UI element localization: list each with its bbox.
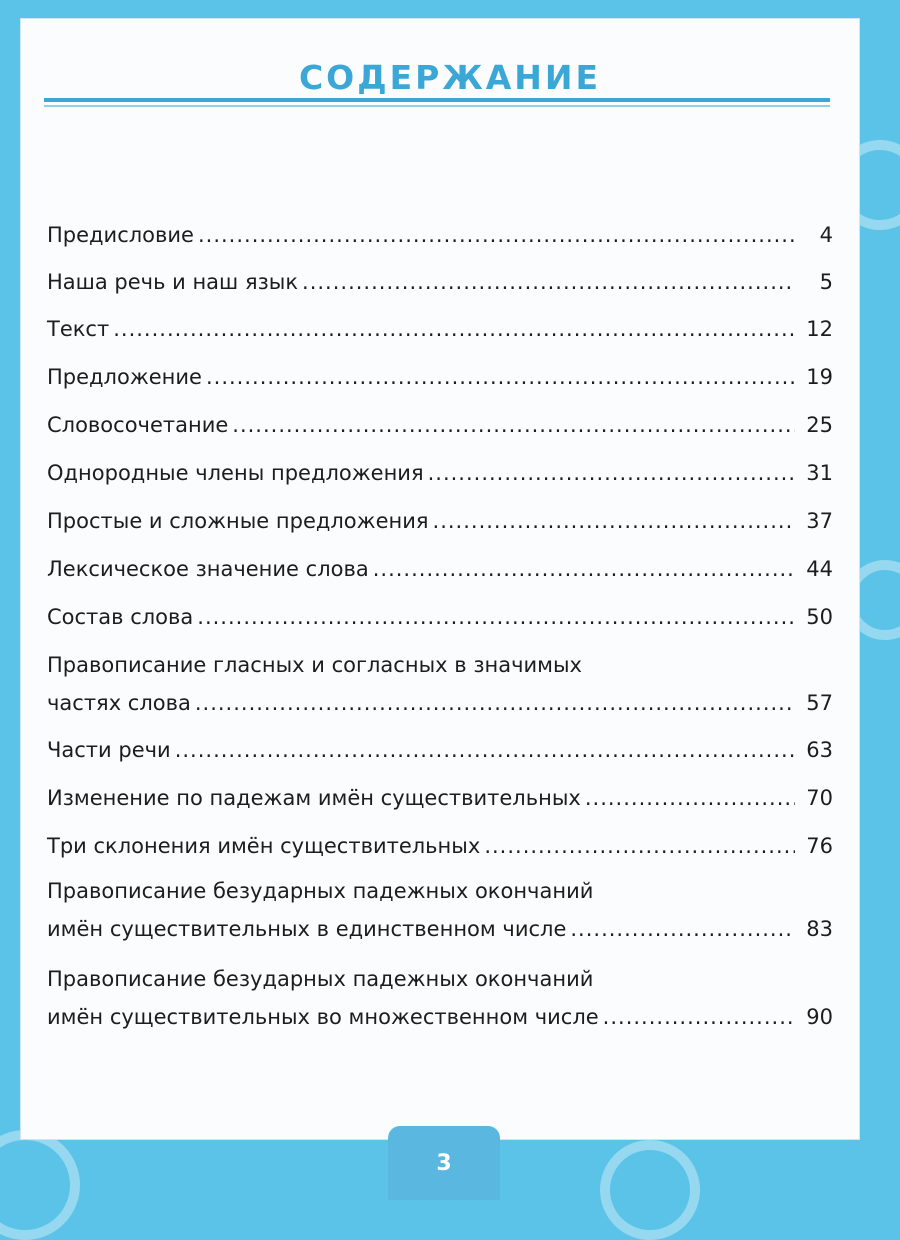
toc-entry-title-line1: Правописание гласных и согласных в значимых bbox=[47, 653, 582, 677]
toc-leader-dots bbox=[570, 914, 795, 945]
title-underline bbox=[44, 98, 830, 102]
toc-entry-page: 4 bbox=[819, 223, 833, 247]
title-underline-thin bbox=[44, 105, 830, 107]
page-number: 3 bbox=[436, 1150, 452, 1176]
toc-entry[interactable] bbox=[47, 554, 833, 585]
toc-entry-title: Словосочетание bbox=[47, 413, 229, 437]
toc-leader-dots bbox=[232, 410, 795, 441]
toc-leader-dots bbox=[197, 602, 795, 633]
toc-entry[interactable] bbox=[47, 650, 833, 719]
toc-entry-title: Наша речь и наш язык bbox=[47, 270, 299, 294]
toc-entry[interactable] bbox=[47, 506, 833, 537]
toc-entry-page: 25 bbox=[806, 413, 833, 437]
toc-entry-title: Простые и сложные предложения bbox=[47, 509, 429, 533]
toc-entry-page: 44 bbox=[806, 557, 833, 581]
toc-entry[interactable] bbox=[47, 458, 833, 489]
toc-leader-dots bbox=[603, 1002, 795, 1033]
toc-entry-page: 5 bbox=[819, 270, 833, 294]
toc-leader-dots bbox=[428, 458, 795, 489]
toc-entry-title: Лексическое значение слова bbox=[47, 557, 369, 581]
toc-entry-page: 90 bbox=[806, 1005, 833, 1029]
toc-leader-dots bbox=[484, 831, 795, 862]
toc-leader-dots bbox=[433, 506, 795, 537]
toc-entry-page: 31 bbox=[806, 461, 833, 485]
page-number-tab bbox=[388, 1126, 500, 1200]
toc-leader-dots bbox=[175, 735, 795, 766]
toc-entry-title: Три склонения имён существительных bbox=[47, 834, 481, 858]
toc-entry-page: 37 bbox=[806, 509, 833, 533]
toc-leader-dots bbox=[113, 314, 795, 345]
toc-entry-title: Предложение bbox=[47, 365, 202, 389]
toc-entry-title: Предисловие bbox=[47, 223, 194, 247]
toc-entry-page: 19 bbox=[806, 365, 833, 389]
toc-entry[interactable] bbox=[47, 964, 833, 1033]
toc-entry-title: Однородные члены предложения bbox=[47, 461, 424, 485]
toc-entry-page: 83 bbox=[806, 917, 833, 941]
toc-entry[interactable] bbox=[47, 831, 833, 862]
toc-entry[interactable] bbox=[47, 876, 833, 945]
toc-entry[interactable] bbox=[47, 410, 833, 441]
toc-entry-page: 63 bbox=[806, 738, 833, 762]
toc-entry-title-line1: Правописание безударных падежных окончаний bbox=[47, 879, 594, 903]
toc-entry[interactable] bbox=[47, 602, 833, 633]
toc-leader-dots bbox=[198, 220, 795, 251]
toc-entry-title: имён существительных в единственном числе bbox=[47, 917, 567, 941]
toc-entry-title: частях слова bbox=[47, 691, 191, 715]
table-of-contents bbox=[47, 216, 833, 1033]
toc-entry[interactable] bbox=[47, 783, 833, 814]
toc-entry[interactable] bbox=[47, 267, 833, 298]
toc-entry-title: Части речи bbox=[47, 738, 171, 762]
background-ring bbox=[600, 1140, 700, 1240]
toc-entry[interactable] bbox=[47, 735, 833, 766]
toc-entry-title: Состав слова bbox=[47, 605, 194, 629]
background-ring bbox=[0, 1130, 80, 1240]
page-title: СОДЕРЖАНИЕ bbox=[298, 58, 602, 97]
toc-entry-title: Изменение по падежам имён существительных bbox=[47, 786, 581, 810]
toc-entry-page: 76 bbox=[806, 834, 833, 858]
toc-entry-page: 12 bbox=[806, 317, 833, 341]
toc-leader-dots bbox=[302, 267, 795, 298]
toc-entry-page: 50 bbox=[806, 605, 833, 629]
toc-entry-title: Текст bbox=[47, 317, 110, 341]
toc-entry[interactable] bbox=[47, 362, 833, 393]
toc-entry-page: 70 bbox=[806, 786, 833, 810]
toc-entry-title: имён существительных во множественном числе bbox=[47, 1005, 599, 1029]
toc-entry[interactable] bbox=[47, 220, 833, 251]
toc-entry[interactable] bbox=[47, 314, 833, 345]
toc-leader-dots bbox=[585, 783, 795, 814]
toc-entry-page: 57 bbox=[806, 691, 833, 715]
toc-leader-dots bbox=[373, 554, 795, 585]
toc-entry-title-line1: Правописание безударных падежных окончаний bbox=[47, 967, 594, 991]
toc-leader-dots bbox=[195, 688, 795, 719]
toc-leader-dots bbox=[206, 362, 795, 393]
